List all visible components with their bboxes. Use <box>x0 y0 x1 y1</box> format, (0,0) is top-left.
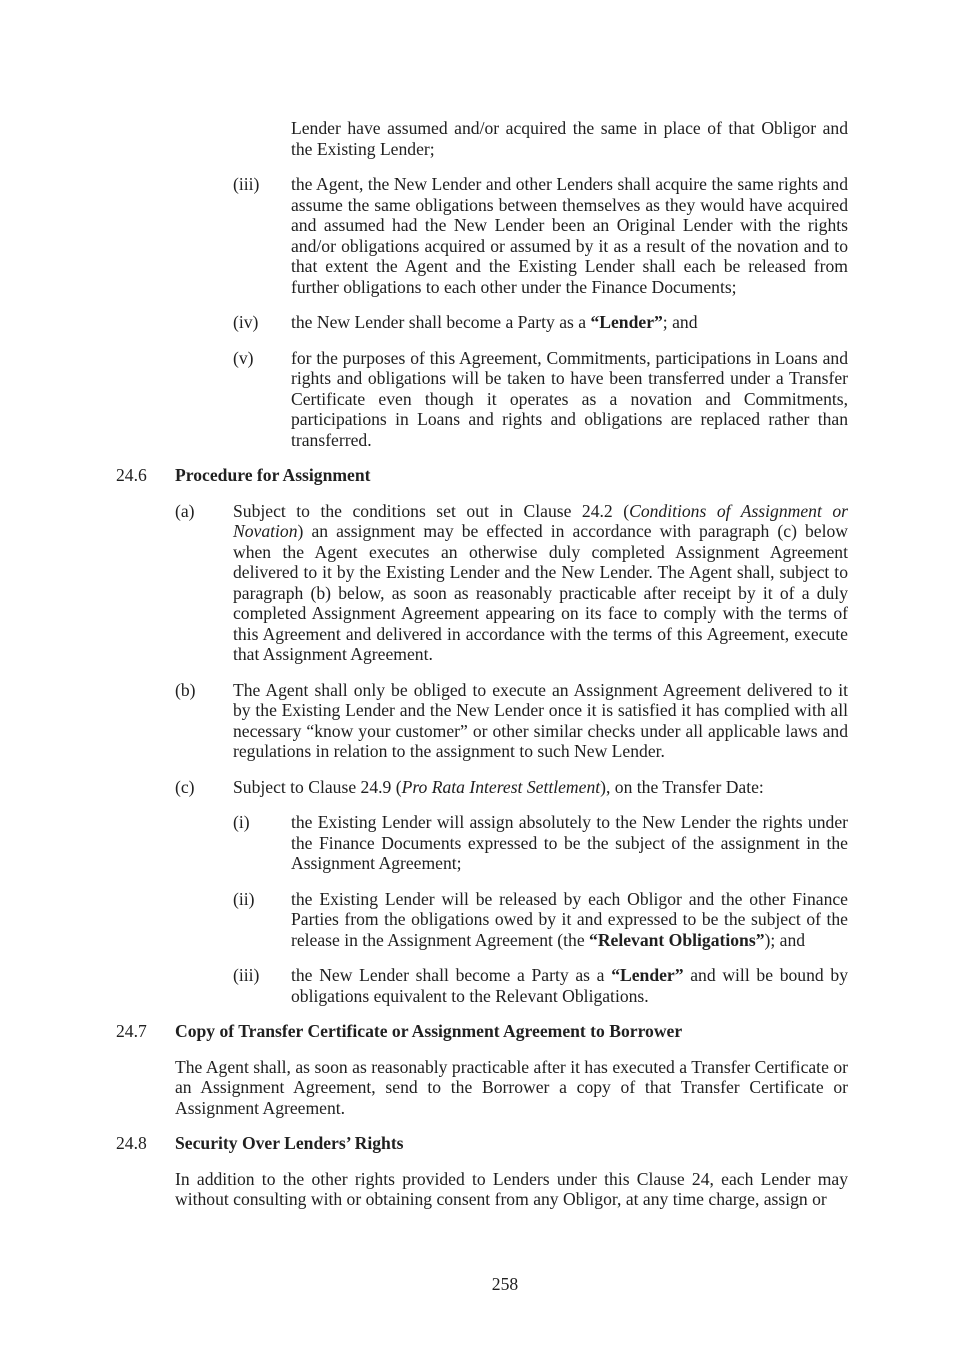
text-run: the New Lender shall become a Party as a <box>291 965 612 985</box>
list-item-text: The Agent shall only be obliged to execute an Assignment Agreement delivered to it by the Existing Lender and the New Lender once it is satisfied it has complied with all necessary “know your customer” or other similar checks under all applicable laws and regulations in relation to the assignment to such New Lender. <box>233 679 848 761</box>
list-item-text <box>291 889 848 951</box>
list-item <box>233 965 848 1006</box>
clause-heading-row <box>116 465 848 486</box>
clause-number: 24.8 <box>116 1133 147 1153</box>
list-item-marker: (iv) <box>233 312 259 332</box>
list-item-marker: (v) <box>233 347 254 368</box>
page-number: 258 <box>491 1274 519 1294</box>
clause-reference: Conditions of Assignment or Novation <box>233 500 848 541</box>
defined-term: “Lender” <box>611 965 684 985</box>
clause-heading-row <box>116 1133 848 1154</box>
text-run: and will be bound by obligations equivalent to the Relevant Obligations. <box>291 965 848 1006</box>
list-item <box>233 889 848 951</box>
clause-number: 24.6 <box>116 465 147 485</box>
paragraph-text: Lender have assumed and/or acquired the same in place of that Obligor and the Existing Lender; <box>291 118 848 159</box>
clause-heading: Procedure for Assignment <box>175 465 371 485</box>
list-item-marker: (ii) <box>233 888 255 909</box>
clause-paragraph <box>175 1169 848 1210</box>
text-run: Subject to Clause 24.9 ( <box>233 776 402 797</box>
list-item-text <box>291 312 848 333</box>
list-item <box>175 777 848 798</box>
list-item <box>233 812 848 874</box>
list-item-text <box>233 501 848 665</box>
list-item-marker: (c) <box>175 776 195 797</box>
list-item <box>233 174 848 297</box>
paragraph-continuation <box>291 118 848 159</box>
list-item-text <box>233 777 848 798</box>
paragraph-text: The Agent shall, as soon as reasonably practicable after it has executed a Transfer Certificate or an Assignment Agreement, send to the Borrower a copy of that Transfer Certificate or Assignment Agreement. <box>175 1056 848 1118</box>
text-run: ; and <box>662 312 698 332</box>
list-item-text: the Agent, the New Lender and other Lenders shall acquire the same rights and assume the same obligations between themselves as they would have acquired and assumed had the New Lender been an Original Lender with the rights and/or obligations acquired or assumed by it as a result of the novation and to that extent the Agent and the Existing Lender shall each be released from further obligations to each other under the Finance Documents; <box>291 174 848 297</box>
clause-number: 24.7 <box>116 1021 147 1041</box>
text-run: ) an assignment may be effected in accordance with paragraph (c) below when the Agent executes an otherwise duly completed Assignment Agreement delivered to it by the Existing Lender and the New Lender. The Agent shall, subject to paragraph (b) below, as soon as reasonably practicable after receipt by it of a duly completed Assignment Agreement appearing on its face to comply with the terms of this Agreement and delivered in accordance with the terms of this Agreement, execute that Assignment Agreement. <box>233 521 848 664</box>
clause-heading-row <box>116 1021 848 1042</box>
list-item <box>175 501 848 665</box>
list-item-marker: (iii) <box>233 965 260 985</box>
text-run: the New Lender shall become a Party as a <box>291 312 591 332</box>
list-item-text: the Existing Lender will assign absolutely to the New Lender the rights under the Finance Documents expressed to be the subject of the assignment in the Assignment Agreement; <box>291 812 848 873</box>
text-run: ); and <box>764 929 806 950</box>
list-item <box>233 312 848 333</box>
clause-reference: Pro Rata Interest Settlement <box>401 776 601 797</box>
list-item <box>175 680 848 762</box>
page-body <box>116 118 848 1225</box>
list-item-marker: (b) <box>175 679 196 700</box>
paragraph-text: In addition to the other rights provided to Lenders under this Clause 24, each Lender may without consulting with or obtaining consent from any Obligor, at any time charge, assign or <box>175 1168 848 1209</box>
clause-heading: Copy of Transfer Certificate or Assignment Agreement to Borrower <box>175 1021 683 1041</box>
list-item-marker: (a) <box>175 500 195 521</box>
text-run: ), on the Transfer Date: <box>600 776 764 797</box>
list-item-marker: (iii) <box>233 174 260 194</box>
text-run: Subject to the conditions set out in Clause 24.2 ( <box>233 500 630 521</box>
clause-paragraph <box>175 1057 848 1119</box>
text-run: the Existing Lender will be released by each Obligor and the other Finance Parties from the obligations owed by it and expressed to be the subject of the release in the Assignment Agreement (the <box>291 888 848 950</box>
clause-heading: Security Over Lenders’ Rights <box>175 1133 404 1153</box>
defined-term: “Relevant Obligations” <box>589 929 765 950</box>
list-item-text: for the purposes of this Agreement, Commitments, participations in Loans and rights and obligations will be taken to have been transferred under a Transfer Certificate even though it operates as a novation and Commitments, participations in Loans and rights and obligations are replaced rather than transferred. <box>291 347 848 450</box>
list-item-text <box>291 965 848 1006</box>
list-item-marker: (i) <box>233 812 250 832</box>
defined-term: “Lender” <box>590 312 663 332</box>
list-item <box>233 348 848 451</box>
